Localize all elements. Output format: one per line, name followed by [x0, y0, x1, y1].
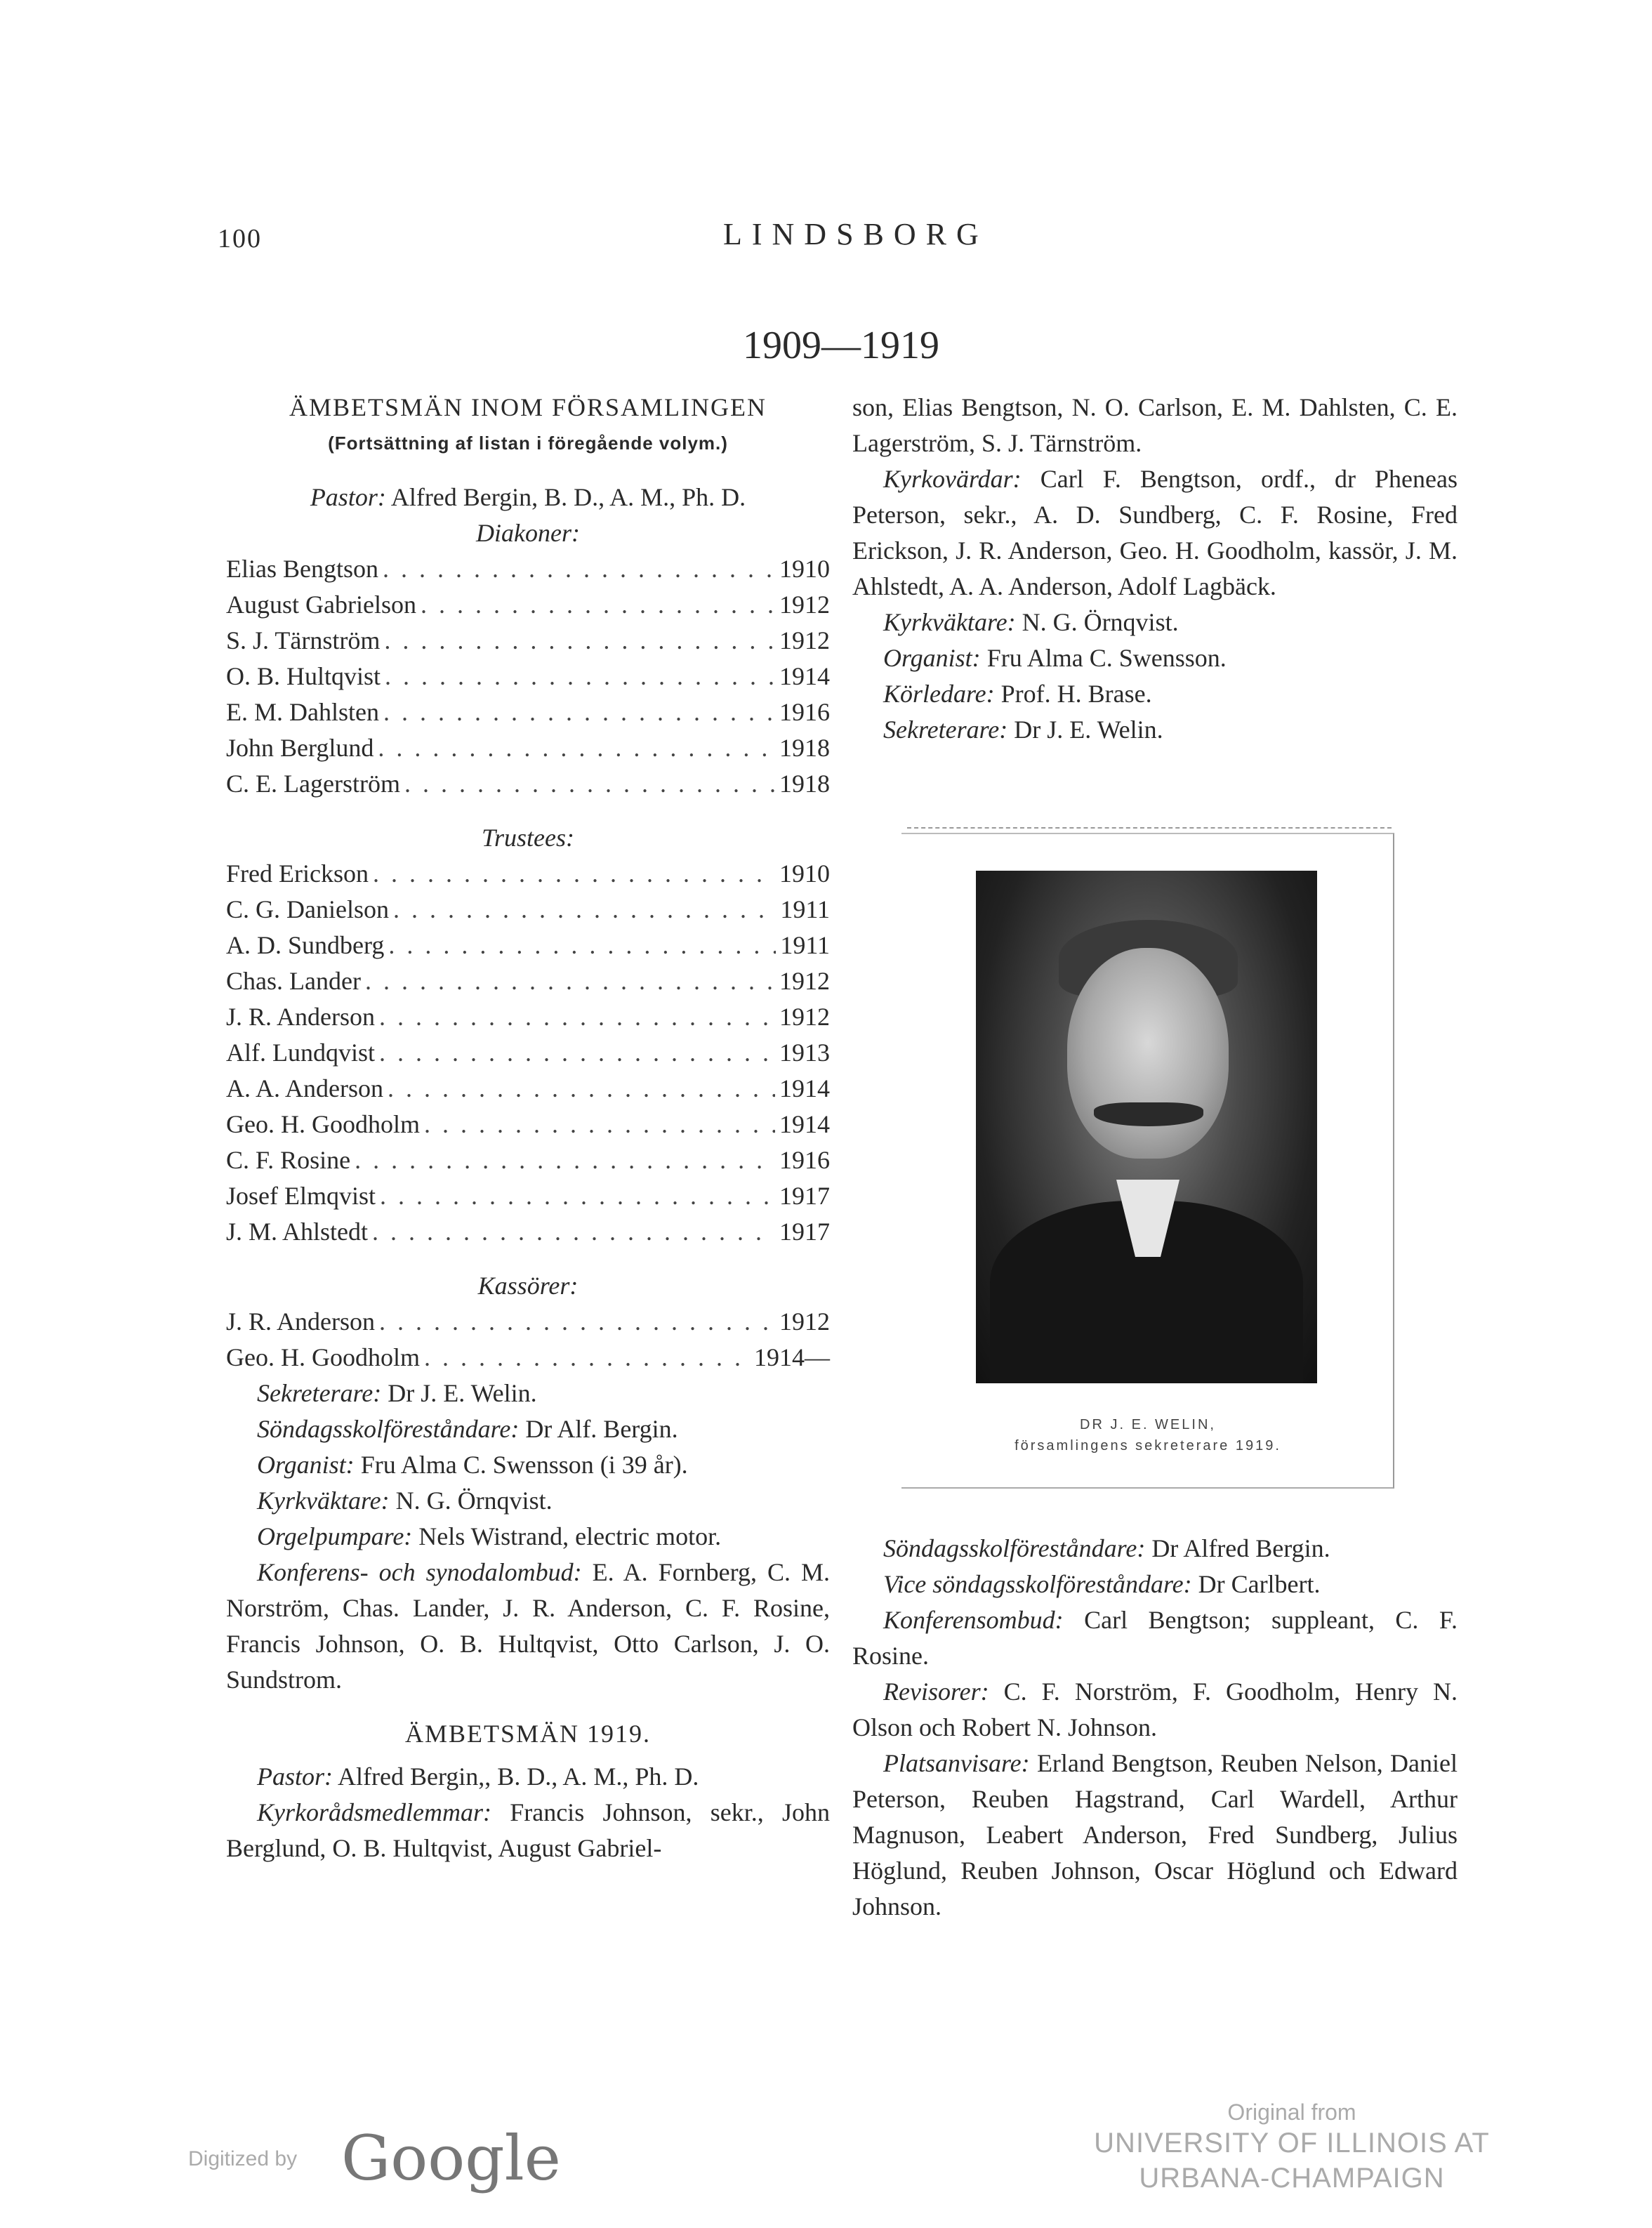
- leader-dots: [421, 587, 775, 623]
- konferens-paragraph: Konferens- och synodalombud: E. A. Fornberg, C. M. Norström, Chas. Lander, J. R. Anderson, C. F. Rosine, Francis Johnson, O. B. Hultqvist, Otto Carlson, J. O. Sundstrom.: [226, 1558, 830, 1694]
- list-item: [226, 1071, 830, 1107]
- list-item-name: J. M. Ahlstedt: [226, 1218, 369, 1246]
- leader-dots: [379, 999, 775, 1035]
- platsanvisare-paragraph: Platsanvisare: Erland Bengtson, Reuben Nelson, Daniel Peterson, Reuben Hagstrand, Carl Wardell, Arthur Magnuson, Leabert Anderson, Fred Sundberg, Julius Höglund, Reuben Johnson, Oscar Höglund och Edward Johnson.: [852, 1749, 1458, 1920]
- photo-caption-line-1: DR J. E. WELIN,: [1080, 1417, 1216, 1432]
- list-item: [226, 1304, 830, 1340]
- list-item: [226, 1214, 830, 1250]
- konferensombud-paragraph: Konferensombud: Carl Bengtson; suppleant, C. F. Rosine.: [852, 1606, 1458, 1670]
- list-item: [226, 856, 830, 892]
- list-item-name: Geo. H. Goodholm: [226, 1110, 420, 1138]
- leader-dots: [393, 892, 776, 928]
- leader-dots: [379, 1035, 775, 1071]
- pastor-1919-line: Pastor: Alfred Bergin,, B. D., A. M., Ph. D.: [257, 1762, 699, 1791]
- list-item-year: 1914: [779, 1074, 830, 1102]
- list-item-year: 1912: [779, 591, 830, 619]
- kassorer-list: [226, 1304, 830, 1376]
- list-item: [226, 694, 830, 730]
- orgelpumpare-line: Orgelpumpare: Nels Wistrand, electric motor.: [257, 1522, 722, 1550]
- kyrkorad-paragraph: Kyrkorådsmedlemmar: Francis Johnson, sekr., John Berglund, O. B. Hultqvist, August Gabriel-: [226, 1798, 831, 1862]
- trustees-list: [226, 856, 830, 1250]
- list-item-name: S. J. Tärnström: [226, 626, 381, 654]
- list-item: [226, 1142, 830, 1178]
- leader-dots: [424, 1340, 750, 1376]
- university-line-2: URBANA-CHAMPAIGN: [1139, 2163, 1445, 2194]
- list-item-year: 1918: [779, 734, 830, 762]
- portrait-mustache: [1094, 1102, 1203, 1126]
- list-item-name: Elias Bengtson: [226, 555, 378, 583]
- list-item-year: 1917: [779, 1182, 830, 1210]
- list-item: [226, 587, 830, 623]
- leader-dots: [383, 551, 775, 587]
- list-item-year: 1912: [779, 1003, 830, 1031]
- right-column-bottom: [852, 1531, 1458, 1925]
- list-item: [226, 928, 830, 963]
- list-item-name: E. M. Dahlsten: [226, 698, 379, 726]
- list-item: [226, 892, 830, 928]
- list-item-year: 1917: [779, 1218, 830, 1246]
- leader-dots: [379, 1304, 775, 1340]
- list-item: [226, 1107, 830, 1142]
- organist-line-right: Organist: Fru Alma C. Swensson.: [883, 644, 1227, 672]
- list-item-year: 1911: [780, 895, 830, 923]
- original-from-block: [1081, 2100, 1502, 2196]
- section-subheading: (Fortsättning af listan i föregående volym.): [328, 433, 728, 454]
- diakoner-list: [226, 551, 830, 802]
- list-item-name: August Gabrielson: [226, 591, 416, 619]
- diakoner-label: Diakoner:: [476, 519, 580, 547]
- list-item-name: Geo. H. Goodholm: [226, 1343, 420, 1371]
- leader-dots: [378, 730, 775, 766]
- list-item-year: 1914: [779, 1110, 830, 1138]
- sekreterare-line: Sekreterare: Dr J. E. Welin.: [257, 1379, 537, 1407]
- list-item-name: Alf. Lundqvist: [226, 1039, 375, 1067]
- list-item: [226, 1340, 830, 1376]
- list-item-year: 1912: [779, 626, 830, 654]
- leader-dots: [404, 766, 775, 802]
- list-item-year: 1914: [779, 662, 830, 690]
- heading-1919: ÄMBETSMÄN 1919.: [404, 1720, 652, 1748]
- leader-dots: [373, 856, 775, 892]
- leader-dots: [372, 1214, 775, 1250]
- list-item-year: 1918: [779, 770, 830, 798]
- korledare-line: Körledare: Prof. H. Brase.: [883, 680, 1152, 708]
- kyrkvaktare-line: Kyrkväktare: N. G. Örnqvist.: [257, 1487, 553, 1515]
- sekreterare-line-right: Sekreterare: Dr J. E. Welin.: [883, 716, 1163, 744]
- leader-dots: [365, 963, 775, 999]
- running-title: LINDSBORG: [723, 217, 989, 251]
- kassorer-label: Kassörer:: [477, 1272, 579, 1300]
- list-item-year: 1916: [779, 698, 830, 726]
- list-item-name: C. F. Rosine: [226, 1146, 351, 1174]
- list-item: [226, 963, 830, 999]
- list-item: [226, 1035, 830, 1071]
- list-item: [226, 551, 830, 587]
- leader-dots: [388, 1071, 775, 1107]
- revisorer-paragraph: Revisorer: C. F. Norström, F. Goodholm, Henry N. Olson och Robert N. Johnson.: [852, 1677, 1458, 1741]
- university-line-1: UNIVERSITY OF ILLINOIS AT: [1094, 2128, 1490, 2158]
- list-item: [226, 623, 830, 659]
- list-item-year: 1911: [780, 931, 830, 959]
- original-from-label: Original from: [1227, 2100, 1356, 2125]
- portrait-face: [1067, 948, 1229, 1159]
- organist-line: Organist: Fru Alma C. Swensson (i 39 år).: [257, 1451, 688, 1479]
- page-number: 100: [218, 224, 262, 253]
- list-item-name: Josef Elmqvist: [226, 1182, 376, 1210]
- list-item-year: 1910: [779, 555, 830, 583]
- continued-paragraph: son, Elias Bengtson, N. O. Carlson, E. M. Dahlsten, C. E. Lagerström, S. J. Tärnström.: [852, 393, 1458, 457]
- list-item: [226, 730, 830, 766]
- list-item-name: A. A. Anderson: [226, 1074, 383, 1102]
- list-item-year: 1916: [779, 1146, 830, 1174]
- kyrkovardar-paragraph: Kyrkovärdar: Carl F. Bengtson, ordf., dr Pheneas Peterson, sekr., A. D. Sundberg, C. F. Rosine, Fred Erickson, J. R. Anderson, Geo. H. Goodholm, kassör, J. M. Ahlstedt, A. A. Anderson, Adolf Lagbäck.: [852, 465, 1458, 600]
- list-item-name: Chas. Lander: [226, 967, 361, 995]
- leader-dots: [355, 1142, 775, 1178]
- trustees-label: Trustees:: [481, 824, 574, 852]
- leader-dots: [424, 1107, 775, 1142]
- list-item: [226, 999, 830, 1035]
- year-range-heading: 1909—1919: [743, 324, 939, 367]
- list-item: [226, 766, 830, 802]
- portrait-photo: [976, 871, 1317, 1383]
- list-item-name: C. E. Lagerström: [226, 770, 400, 798]
- list-item: [226, 659, 830, 694]
- list-item-name: C. G. Danielson: [226, 895, 389, 923]
- photo-caption: [906, 1414, 1390, 1456]
- list-item-name: A. D. Sundberg: [226, 931, 385, 959]
- leader-dots: [388, 928, 776, 963]
- google-logo: Google: [341, 2122, 561, 2194]
- digitized-by-label: Digitized by: [188, 2147, 298, 2170]
- list-item-name: O. B. Hultqvist: [226, 662, 381, 690]
- list-item-name: Fred Erickson: [226, 859, 369, 888]
- pastor-line: Pastor: Alfred Bergin, B. D., A. M., Ph. D.: [310, 483, 746, 511]
- list-item-year: 1914—: [754, 1343, 830, 1371]
- list-item-name: J. R. Anderson: [226, 1003, 376, 1031]
- list-item-year: 1912: [779, 967, 830, 995]
- list-item-year: 1912: [779, 1307, 830, 1336]
- list-item-year: 1913: [779, 1039, 830, 1067]
- list-item-name: J. R. Anderson: [226, 1307, 376, 1336]
- list-item-year: 1910: [779, 859, 830, 888]
- leader-dots: [384, 623, 775, 659]
- list-item: [226, 1178, 830, 1214]
- left-column: [226, 390, 830, 1866]
- leader-dots: [383, 694, 775, 730]
- photo-caption-line-2: församlingens sekreterare 1919.: [1015, 1438, 1281, 1454]
- list-item-name: John Berglund: [226, 734, 374, 762]
- sondagsskol-line-right: Söndagsskolföreståndare: Dr Alfred Bergin.: [883, 1534, 1330, 1562]
- separator-line: [907, 827, 1392, 829]
- kyrkvaktare-line-right: Kyrkväktare: N. G. Örnqvist.: [883, 608, 1179, 636]
- vice-sondagsskol-line: Vice söndagsskolföreståndare: Dr Carlbert.: [883, 1570, 1321, 1598]
- sondagsskol-line: Söndagsskolföreståndare: Dr Alf. Bergin.: [257, 1415, 678, 1443]
- section-heading: ÄMBETSMÄN INOM FÖRSAMLINGEN: [289, 393, 767, 421]
- leader-dots: [380, 1178, 775, 1214]
- right-column-top: [852, 390, 1458, 748]
- leader-dots: [385, 659, 775, 694]
